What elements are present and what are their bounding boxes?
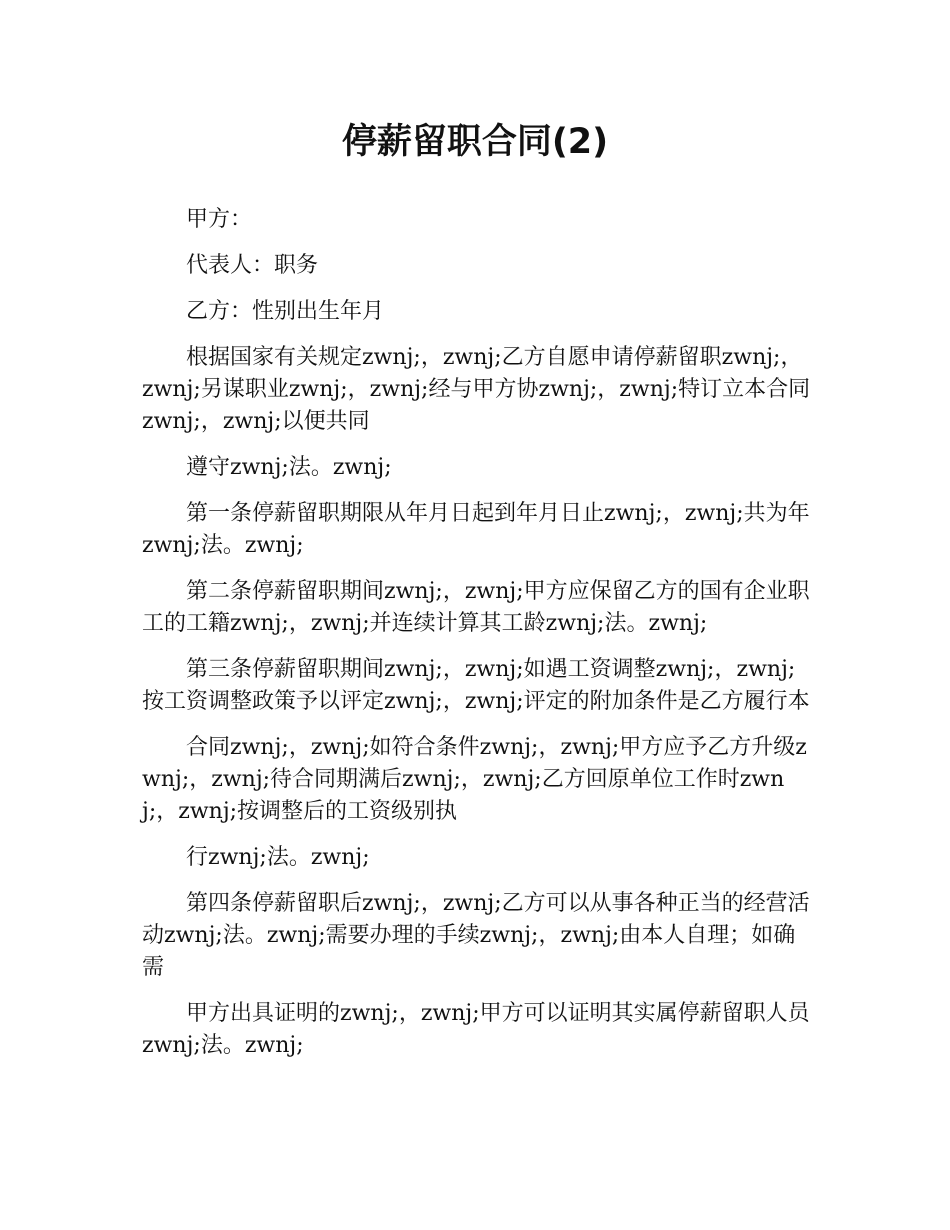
paragraph-preamble-end: 遵守zwnj;法。zwnj; [186,455,392,480]
paragraph-article-3-end: 行zwnj;法。zwnj; [186,845,370,870]
document-body [142,204,814,1076]
paragraph-article-3: 第三条停薪留职期间zwnj;，zwnj;如遇工资调整zwnj;，zwnj;按工资调整政策予以评定zwnj;，zwnj;评定的附加条件是乙方履行本 [142,657,810,714]
paragraph-article-1: 第一条停薪留职期限从年月日起到年月日止zwnj;，zwnj;共为年zwnj;法。zwnj; [142,501,810,558]
paragraph-representative: 代表人：职务 [186,253,319,278]
paragraph-article-4-cont: 甲方出具证明的zwnj;，zwnj;甲方可以证明其实属停薪留职人员zwnj;法。zwnj; [142,1001,810,1058]
paragraph-article-2: 第二条停薪留职期间zwnj;，zwnj;甲方应保留乙方的国有企业职工的工籍zwnj;，zwnj;并连续计算其工龄zwnj;法。zwnj; [142,579,810,636]
paragraph-party-b: 乙方：性别出生年月 [186,299,385,324]
paragraph-article-4: 第四条停薪留职后zwnj;，zwnj;乙方可以从事各种正当的经营活动zwnj;法。zwnj;需要办理的手续zwnj;，zwnj;由本人自理；如确需 [142,891,810,980]
document-title: 停薪留职合同(2) [341,122,609,162]
paragraph-article-3-cont: 合同zwnj;，zwnj;如符合条件zwnj;，zwnj;甲方应予乙方升级zwnj;，zwnj;待合同期满后zwnj;，zwnj;乙方回原单位工作时zwnj;，zwnj;按调整后的工资级别执 [142,735,807,824]
paragraph-party-a: 甲方： [186,207,253,232]
paragraph-preamble: 根据国家有关规定zwnj;，zwnj;乙方自愿申请停薪留职zwnj;，zwnj;另谋职业zwnj;，zwnj;经与甲方协zwnj;，zwnj;特订立本合同zwnj;，zwnj;以便共同 [142,345,811,434]
